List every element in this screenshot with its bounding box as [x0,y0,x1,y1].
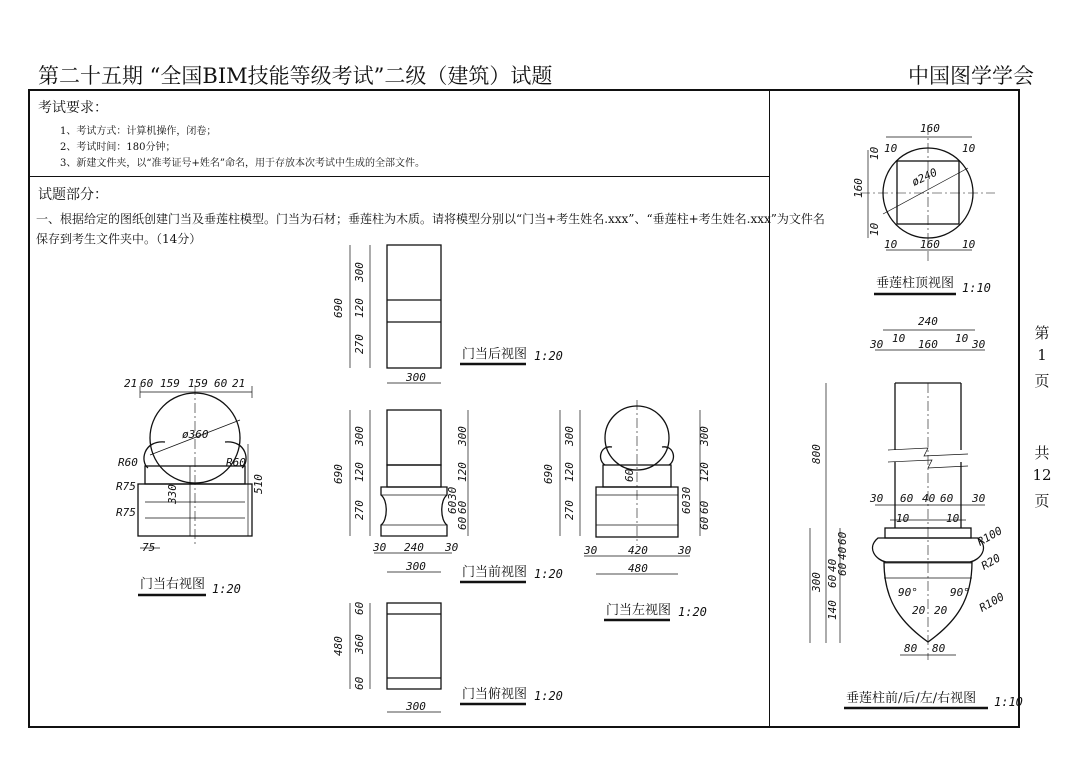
organization-name: 中国图学学会 [908,64,1034,88]
dim-text: 60 [826,574,839,588]
dim-text: 60 [353,601,366,615]
requirement-item: 2、考试时间：180分钟； [60,142,176,153]
dim-text: R75 [116,506,136,519]
dim-text: R20 [979,551,1003,573]
view-label: 门当左视图 [606,603,672,618]
dim-text: 40 [826,558,839,572]
dim-text: 60 [140,377,154,390]
dim-text: 60 [214,377,228,390]
dim-text: 120 [563,462,576,482]
dim-text: 30 [972,492,986,505]
dim-text: 21 [124,377,138,390]
dim-text: 690 [542,464,555,484]
dim-text: 10 [892,332,906,345]
view-scale: 1:20 [212,582,241,596]
dim-text: R100 [975,524,1005,549]
dim-text: 690 [332,464,345,484]
dim-text: 20 [912,604,926,617]
dim-text: R60 [226,456,246,469]
view-label: 门当前视图 [462,565,528,580]
dim-text: 30 [445,541,459,554]
dim-text: 300 [353,262,366,282]
dim-text: 90° [898,586,918,599]
task-line: 保存到考生文件夹中。（14分） [36,232,202,246]
view-label: 垂莲柱前/后/左/右视图 [846,691,977,706]
dim-text: 10 [884,238,898,251]
dim-text: 75 [142,541,156,554]
view-scale: 1:20 [534,567,563,581]
exam-title: 第二十五期 “全国BIM技能等级考试”二级（建筑）试题 [38,64,553,88]
dim-text: 60 [456,516,469,530]
page-current-suffix: 页 [1034,372,1050,390]
view-label: 门当俯视图 [462,687,528,702]
left-view [542,400,711,620]
dim-text: 60 [836,531,849,545]
dim-text: 420 [628,544,648,557]
dim-text: 480 [628,562,648,575]
dim-text: 60 [623,468,636,482]
page-total-suffix: 页 [1034,492,1050,510]
dim-text: 120 [698,462,711,482]
task-title: 试题部分： [38,187,108,203]
dim-text: 330 [166,484,179,504]
dim-text: 80 [932,642,946,655]
dim-text: 360 [353,634,366,654]
requirements-title: 考试要求： [38,100,108,116]
right-view [116,377,265,596]
dim-text: 240 [918,315,938,328]
view-scale: 1:10 [994,695,1023,709]
view-scale: 1:20 [534,349,563,363]
dim-text: 60 [836,562,849,576]
dim-text: 40 [922,492,936,505]
dim-text: R75 [116,480,136,493]
front-view [332,410,563,582]
dim-text: 270 [353,500,366,520]
page-current-number: 1 [1037,346,1047,364]
dim-text: 10 [946,512,960,525]
requirement-item: 1、考试方式：计算机操作，闭卷； [60,126,217,137]
dim-text: 10 [896,512,910,525]
pillar-top-view [852,122,995,295]
dim-text: 300 [563,426,576,446]
dim-text: 10 [884,142,898,155]
dim-text: 60 [698,500,711,514]
page-total-prefix: 共 [1034,444,1050,462]
dim-text: 10 [962,238,976,251]
dim-text: 300 [406,371,426,384]
page-current-prefix: 第 [1034,324,1050,342]
dim-text: 30 [373,541,387,554]
dim-text: 300 [810,572,823,592]
dim-text: 30 [680,486,693,500]
dim-text: 10 [962,142,976,155]
dim-text: 690 [332,298,345,318]
dim-text: 120 [353,298,366,318]
view-label: 垂莲柱顶视图 [876,276,955,291]
dim-text: 510 [252,474,265,494]
dim-text: 30 [584,544,598,557]
dim-text: 30 [446,486,459,500]
dim-text: 300 [406,700,426,713]
dim-text: 30 [678,544,692,557]
pillar-side-view [810,315,1023,709]
dim-text: 60 [446,500,459,514]
dim-text: 270 [353,334,366,354]
dim-text: R100 [977,590,1007,615]
dim-text: 60 [900,492,914,505]
dim-text: 40 [836,546,849,560]
dim-text: 60 [940,492,954,505]
dim-text: 160 [920,122,940,135]
dim-text: ø360 [182,428,209,441]
view-scale: 1:10 [962,281,991,295]
dim-text: 90° [950,586,970,599]
dim-text: 30 [870,492,884,505]
page-total-number: 12 [1032,466,1052,484]
dim-text: 10 [955,332,969,345]
requirement-item: 3、新建文件夹，以“准考证号+姓名”命名，用于存放本次考试中生成的全部文件。 [60,158,425,169]
dim-text: 60 [698,516,711,530]
dim-text: 300 [456,426,469,446]
back-view [332,245,563,384]
dim-text: 80 [904,642,918,655]
dim-text: 159 [160,377,180,390]
view-scale: 1:20 [534,689,563,703]
dim-text: 120 [353,462,366,482]
dim-text: 300 [698,426,711,446]
dim-text: 30 [972,338,986,351]
dim-text: 240 [404,541,424,554]
dim-text: 480 [332,636,345,656]
dim-text: 160 [852,178,865,198]
top-view [332,601,563,713]
view-scale: 1:20 [678,605,707,619]
dim-text: 120 [456,462,469,482]
dim-text: 160 [918,338,938,351]
dim-text: 140 [826,600,839,620]
dim-text: 60 [456,500,469,514]
dim-text: R60 [118,456,138,469]
dim-text: 60 [680,500,693,514]
dim-text: 800 [810,444,823,464]
dim-text: 60 [353,676,366,690]
dim-text: 160 [920,238,940,251]
dim-text: 270 [563,500,576,520]
dim-text: 10 [868,222,881,236]
dim-text: 20 [934,604,948,617]
dim-text: 21 [232,377,246,390]
task-line: 一、根据给定的图纸创建门当及垂莲柱模型。门当为石材；垂莲柱为木质。请将模型分别以“门当+考生姓名.xxx”、“垂莲柱+考生姓名.xxx”为文件名 [36,212,825,226]
view-label: 门当后视图 [462,347,528,362]
dim-text: 300 [353,426,366,446]
dim-text: 10 [868,146,881,160]
view-label: 门当右视图 [140,577,206,592]
dim-text: 159 [188,377,208,390]
dim-text: ø240 [909,165,940,189]
dim-text: 300 [406,560,426,573]
dim-text: 30 [870,338,884,351]
